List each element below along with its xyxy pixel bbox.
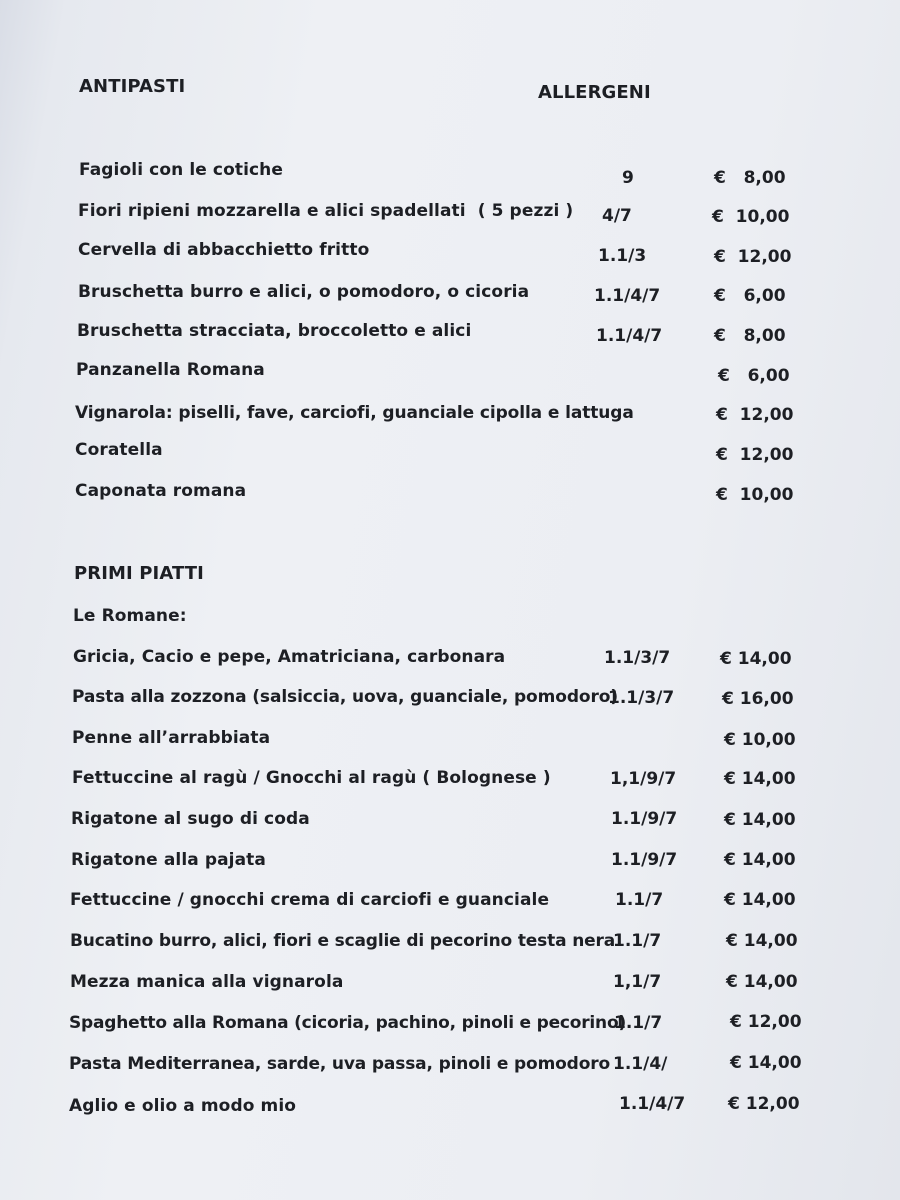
menu-item-allergens: 1.1/3/7 [604, 648, 671, 668]
menu-item-price: € 14,00 [726, 931, 798, 951]
menu-item-allergens: 1.1/4/7 [596, 326, 663, 346]
menu-item-allergens: 9 [622, 168, 634, 188]
menu-item-name: Fiori ripieni mozzarella e alici spadellati ( 5 pezzi ) [78, 201, 574, 221]
menu-item-price: € 14,00 [730, 1053, 802, 1073]
menu-item-allergens: 1.1/7 [613, 931, 662, 951]
menu-item-name: Caponata romana [75, 481, 247, 501]
menu-item-name: Spaghetto alla Romana (cicoria, pachino, pinoli e pecorino) [69, 1013, 627, 1033]
menu-item-price: € 10,00 [712, 207, 790, 227]
menu-item-name: Pasta alla zozzona (salsiccia, uova, guanciale, pomodoro) [72, 687, 619, 707]
menu-item-allergens: 1.1/7 [615, 890, 664, 910]
menu-item-allergens: 1.1/3/7 [608, 688, 675, 708]
menu-item-price: € 16,00 [722, 689, 794, 709]
menu-item-price: € 12,00 [730, 1012, 802, 1032]
menu-item-name: Mezza manica alla vignarola [70, 972, 344, 992]
menu-item-name: Gricia, Cacio e pepe, Amatriciana, carbonara [73, 647, 506, 667]
menu-item-name: Fettuccine / gnocchi crema di carciofi e guanciale [70, 890, 550, 910]
menu-item-allergens: 1.1/9/7 [611, 809, 678, 829]
menu-item-price: € 8,00 [714, 326, 786, 346]
menu-item-allergens: 1.1/4/7 [594, 286, 661, 306]
menu-item-name: Pasta Mediterranea, sarde, uva passa, pinoli e pomodoro [69, 1054, 610, 1074]
menu-item-name: Fagioli con le cotiche [79, 160, 284, 180]
menu-item-allergens: 1.1/4/7 [619, 1094, 686, 1114]
menu-item-price: € 10,00 [724, 730, 796, 750]
menu-item-name: Aglio e olio a modo mio [69, 1096, 297, 1116]
menu-item-allergens: 1,1/9/7 [610, 769, 677, 789]
primi-subtitle: Le Romane: [73, 606, 187, 626]
menu-item-allergens: 1.1/4/ [613, 1054, 668, 1074]
menu-item-name: Fettuccine al ragù / Gnocchi al ragù ( Bolognese ) [72, 768, 551, 788]
menu-item-name: Cervella di abbacchietto fritto [78, 240, 370, 260]
menu-item-price: € 14,00 [720, 649, 792, 669]
menu-item-price: € 8,00 [714, 168, 786, 188]
menu-item-name: Coratella [75, 440, 163, 460]
menu-item-price: € 6,00 [714, 286, 786, 306]
menu-item-price: € 12,00 [714, 247, 792, 267]
menu-item-price: € 6,00 [718, 366, 790, 386]
menu-item-name: Bucatino burro, alici, fiori e scaglie di pecorino testa nera [70, 931, 616, 951]
allergeni-header: ALLERGENI [538, 82, 651, 103]
antipasti-title: ANTIPASTI [79, 76, 186, 97]
menu-item-allergens: 1.1/3 [598, 246, 647, 266]
menu-item-price: € 14,00 [724, 810, 796, 830]
menu-item-price: € 12,00 [716, 405, 794, 425]
menu-item-price: € 10,00 [716, 485, 794, 505]
menu-item-price: € 14,00 [724, 769, 796, 789]
menu-item-price: € 12,00 [728, 1094, 800, 1114]
menu-item-allergens: 4/7 [602, 206, 632, 226]
menu-item-name: Rigatone al sugo di coda [71, 809, 310, 829]
primi-title: PRIMI PIATTI [74, 563, 204, 584]
menu-item-name: Penne all’arrabbiata [72, 728, 271, 748]
menu-item-price: € 14,00 [724, 890, 796, 910]
menu-item-allergens: 1,1/7 [613, 972, 662, 992]
menu-item-price: € 14,00 [724, 850, 796, 870]
menu-item-price: € 14,00 [726, 972, 798, 992]
menu-item-name: Vignarola: piselli, fave, carciofi, guanciale cipolla e lattuga [75, 403, 634, 423]
menu-item-price: € 12,00 [716, 445, 794, 465]
menu-item-name: Bruschetta stracciata, broccoletto e alici [77, 321, 472, 341]
menu-item-allergens: 1.1/7 [614, 1013, 663, 1033]
menu-item-allergens: 1.1/9/7 [611, 850, 678, 870]
menu-item-name: Bruschetta burro e alici, o pomodoro, o cicoria [78, 282, 530, 302]
menu-item-name: Panzanella Romana [76, 360, 265, 380]
menu-item-name: Rigatone alla pajata [71, 850, 266, 870]
